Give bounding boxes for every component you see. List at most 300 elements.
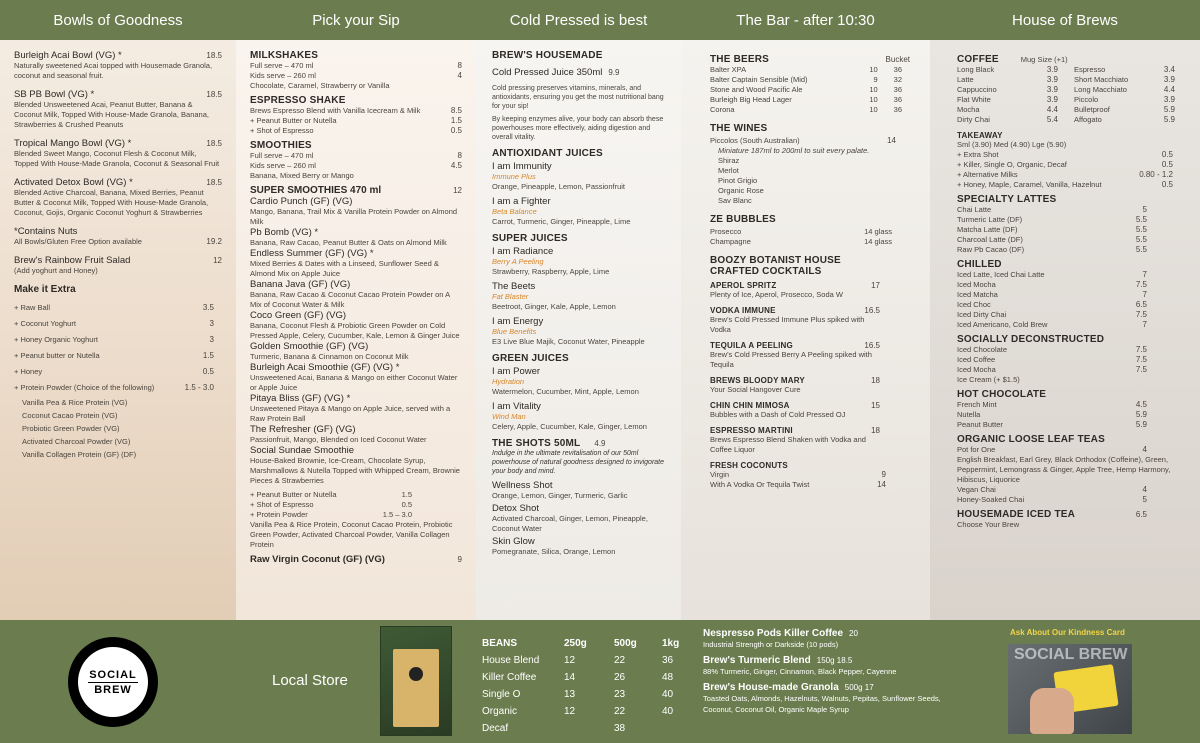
item-price: 8 [457, 151, 462, 160]
juice-subtitle: Immune Plus [492, 172, 536, 181]
extra-name: + Protein Powder (Choice of the following) [14, 383, 155, 392]
cocktail-item [710, 341, 880, 370]
juice-name: I am a Fighter [492, 196, 551, 207]
addon-name: + Shot of Espresso [250, 500, 314, 509]
beans-cell: Organic [482, 706, 518, 717]
bowl-row [14, 50, 222, 61]
juice-subtitle: Hydration [492, 377, 525, 386]
item-name: Matcha Latte (DF) [957, 225, 1018, 234]
coffee-row [957, 105, 1058, 115]
specialty-row [957, 205, 1147, 215]
item-price: 0.5 [450, 126, 462, 135]
item-price: 5.5 [1135, 235, 1147, 244]
beans-cell: 23 [614, 689, 626, 700]
coconuts-list [710, 470, 916, 490]
smoothies-list [250, 151, 462, 171]
shop-item [703, 655, 943, 677]
cocktail-desc: Brew's Cold Pressed Immune Plus spiked with Vodka [710, 315, 865, 334]
extra-row [14, 348, 222, 364]
chilled-row [957, 300, 1147, 310]
super-smoothie-desc: Passionfruit, Mango, Blended on Iced Coconut Water [250, 435, 427, 444]
bowl-item [14, 177, 222, 218]
item-name: + Shot of Espresso [250, 126, 314, 135]
juice-subtitle: Beta Balance [492, 207, 537, 216]
cocktail-row [710, 281, 880, 290]
wine-item: Merlot [718, 166, 739, 175]
item-name: Iced Coffee [957, 355, 996, 364]
social-list [957, 345, 1147, 385]
item-name: Iced Choc [957, 300, 991, 309]
extra-row [14, 316, 222, 332]
juice-section-title: GREEN JUICES [492, 353, 569, 364]
takeaway-addon-row [957, 180, 1173, 190]
bowl-item [14, 255, 222, 276]
shop-products-list [703, 628, 943, 720]
beans-cell: 40 [662, 706, 674, 717]
coffee-row [957, 85, 1058, 95]
item-name: Peanut Butter [957, 420, 1003, 429]
bubbles-price: 14 glass [864, 237, 892, 246]
beans-cell: 48 [662, 672, 674, 683]
beans-row [482, 687, 692, 702]
beans-cell: 12 [564, 706, 576, 717]
super-smoothie-name: Banana Java (GF) (VG) [250, 279, 351, 290]
extra-name: + Honey [14, 367, 43, 376]
coffee-bag-image [380, 626, 452, 736]
item-name: Kids serve – 260 ml [250, 71, 316, 80]
espresso-addon-row [250, 126, 462, 136]
juice-section [492, 353, 667, 432]
juice-desc: Carrot, Turmeric, Ginger, Pineapple, Lime [492, 217, 631, 226]
social-row [957, 345, 1147, 355]
wine-item: Pinot Grigio [718, 176, 758, 185]
item-name: + Honey, Maple, Caramel, Vanilla, Hazelnut [957, 180, 1102, 189]
juice-desc: Beetroot, Ginger, Kale, Apple, Lemon [492, 302, 616, 311]
beans-cell: 22 [614, 655, 626, 666]
bowl-name: Activated Detox Bowl (VG) * [14, 177, 133, 188]
bowls-list [14, 50, 222, 276]
shop-item-desc: Toasted Oats, Almonds, Hazelnuts, Walnuts, Pepitas, Sunflower Seeds, Coconut, Coconut Oil, Organic Maple Syrup [703, 694, 941, 714]
item-name: Iced Mocha [957, 365, 996, 374]
addon-price: 1.5 – 3.0 [382, 510, 412, 519]
beers-title: THE BEERS [710, 54, 770, 65]
protein-item: Probiotic Green Powder (VG) [22, 424, 120, 433]
header-bar: The Bar - after 10:30 [736, 11, 875, 29]
bowl-name: Brew's Rainbow Fruit Salad [14, 255, 131, 266]
addon-price: 0.5 [401, 500, 412, 509]
super-smoothie-name: Social Sundae Smoothie [250, 445, 355, 456]
coconut-row [710, 470, 886, 480]
super-addons [250, 490, 462, 520]
coffee-row [957, 75, 1058, 85]
bubbles-name: Prosecco [710, 227, 742, 236]
chilled-row [957, 320, 1147, 330]
item-price: 5.9 [1135, 420, 1147, 429]
espresso-desc: Brews Espresso Blend with Vanilla Icecream & Milk [250, 106, 421, 115]
juice-item [492, 366, 667, 397]
sip-column [236, 40, 476, 620]
item-name: + Extra Shot [957, 150, 999, 159]
super-smoothie-name: Cardio Punch (GF) (VG) [250, 196, 353, 207]
juice-subtitle: Berry A Peeling [492, 257, 544, 266]
item-name: Ice Cream (+ $1.5) [957, 375, 1020, 384]
protein-item: Coconut Cacao Protein (VG) [22, 411, 118, 420]
logo-text-bottom: BREW [94, 683, 132, 696]
item-price: 7.5 [1135, 355, 1147, 364]
bowl-row [14, 226, 222, 237]
beans-cell: 22 [614, 706, 626, 717]
takeaway-addon-row [957, 150, 1173, 160]
shots-title: THE SHOTS 50ML [492, 438, 581, 449]
tea-pot: Pot for One [957, 445, 996, 454]
espresso-addon-row [250, 116, 462, 126]
super-smoothie-desc: Mixed Berries & Dates with a Linseed, Sunflower Seed & Almond Mix on Apple Juice [250, 259, 439, 278]
beans-cell: 26 [614, 672, 626, 683]
shop-item-name: Brew's House-made Granola 500g 17 [703, 682, 874, 693]
cocktail-desc: Brews Espresso Blend Shaken with Vodka and Coffee Liquor [710, 435, 866, 454]
takeaway-addons [957, 150, 1173, 190]
espresso-price: 8.5 [450, 106, 462, 115]
item-price: 4.4 [1046, 105, 1058, 114]
beans-cell: 14 [564, 672, 576, 683]
item-price: 5 [1142, 495, 1147, 504]
extra-price: 3.5 [202, 303, 214, 312]
extra-price: 3 [209, 335, 214, 344]
super-smoothie-name: Endless Summer (GF) (VG) * [250, 248, 374, 259]
smoothie-row [250, 161, 462, 171]
bowl-desc: Blended Sweet Mango, Coconut Flesh & Coconut Milk, Topped With House-Made Granola, Coconut & Seasonal Fruit [14, 149, 220, 168]
item-name: Latte [957, 75, 974, 84]
wine-item: Sav Blanc [718, 196, 752, 205]
housemade-title: BREW'S HOUSEMADE [492, 50, 603, 61]
bowl-price: 18.5 [206, 178, 222, 187]
item-price: 5.5 [1135, 225, 1147, 234]
item-price: 5 [1142, 205, 1147, 214]
beer-name: Balter XPA [710, 65, 747, 74]
item-price: 3.9 [1163, 75, 1175, 84]
juice-section [492, 148, 667, 227]
cocktail-desc: Plenty of Ice, Aperol, Prosecco, Soda W [710, 290, 843, 299]
item-price: 1.5 [450, 116, 462, 125]
super-smoothie-desc: Banana, Raw Cacao & Coconut Cacao Protein Powder on A Mix of Coconut Water & Milk [250, 290, 450, 309]
juice-desc: Celery, Apple, Cucumber, Kale, Ginger, Lemon [492, 422, 647, 431]
bubbles-price: 14 glass [864, 227, 892, 236]
local-store-label: Local Store [272, 672, 348, 689]
beans-header-cell: 500g [614, 638, 637, 649]
item-price: 5.5 [1135, 245, 1147, 254]
item-name: Chai Latte [957, 205, 992, 214]
bowl-price: 18.5 [206, 90, 222, 99]
super-smoothie-name: Pb Bomb (VG) * [250, 227, 319, 238]
item-name: Vegan Chai [957, 485, 996, 494]
item-name: Piccolo [1074, 95, 1099, 104]
item-price: 6.5 [1135, 300, 1147, 309]
bubbles-row [710, 237, 916, 247]
beer-prices [869, 105, 902, 115]
beans-cell [662, 721, 692, 736]
item-price: 0.80 - 1.2 [1139, 170, 1173, 179]
item-price: 4.5 [450, 161, 462, 170]
social-row [957, 375, 1147, 385]
tea-more-list [957, 485, 1147, 505]
shot-name: Detox Shot [492, 503, 539, 514]
item-price: 3.9 [1163, 95, 1175, 104]
shop-item-desc: 88% Turmeric, Ginger, Cinnamon, Black Pepper, Cayenne [703, 667, 897, 676]
item-price: 8 [457, 61, 462, 70]
juice-name: Cold Pressed Juice 350ml [492, 67, 603, 78]
cocktail-price: 15 [871, 401, 880, 410]
shop-item-name: Nespresso Pods Killer Coffee 20 [703, 628, 858, 639]
item-name: Kids serve – 260 ml [250, 161, 316, 170]
item-name: Iced Americano, Cold Brew [957, 320, 1048, 329]
bowl-item [14, 138, 222, 169]
juice-desc: Orange, Pineapple, Lemon, Passionfruit [492, 182, 625, 191]
beer-name: Corona [710, 105, 735, 114]
shop-item-desc: Industrial Strength or Darkside (10 pods) [703, 640, 839, 649]
beer-bucket-price: 36 [893, 85, 902, 94]
item-name: + Peanut Butter or Nutella [250, 116, 337, 125]
takeaway-title: TAKEAWAY [957, 131, 1003, 140]
addon-name: + Protein Powder [250, 510, 308, 519]
shot-name: Wellness Shot [492, 480, 553, 491]
protein-item: Vanilla Pea & Rice Protein (VG) [22, 398, 128, 407]
cocktail-name: CHIN CHIN MIMOSA [710, 401, 790, 410]
beer-price: 10 [869, 105, 878, 114]
coffee-row [957, 65, 1058, 75]
shot-desc: Pomegranate, Silica, Orange, Lemon [492, 547, 616, 556]
coconut-price: 14 [877, 480, 886, 489]
bowl-price: 18.5 [206, 139, 222, 148]
beans-cell: Decaf [482, 723, 509, 734]
extra-row [14, 364, 222, 380]
extra-price: 3 [209, 319, 214, 328]
beans-price-table [480, 634, 694, 738]
cocktail-name: BREWS BLOODY MARY [710, 376, 805, 385]
item-name: Bulletproof [1074, 105, 1110, 114]
coffee-row [1074, 85, 1175, 95]
super-title: SUPER SMOOTHIES 470 ml [250, 185, 382, 196]
juice-intro-1: Cold pressing preserves vitamins, minerals, and antioxidants, ensuring you get the most nutritional bang for your sip! [492, 85, 664, 110]
shop-item [703, 628, 943, 650]
extra-row [14, 332, 222, 348]
super-addon-row [250, 510, 462, 520]
hot-chocolate-row [957, 410, 1147, 420]
bowl-desc-price: 19.2 [206, 237, 222, 246]
cocktail-item [710, 401, 880, 420]
bowl-desc: (Add yoghurt and Honey) [14, 266, 98, 275]
item-name: Long Macchiato [1074, 85, 1127, 94]
super-smoothie-desc: Banana, Raw Cacao, Peanut Butter & Oats on Almond Milk [250, 238, 447, 247]
beans-row [482, 721, 692, 736]
juice-desc: Strawberry, Raspberry, Apple, Lime [492, 267, 610, 276]
coconut-price: 9 [881, 470, 886, 479]
social-brew-logo [68, 637, 158, 727]
super-smoothie-desc: Mango, Banana, Trail Mix & Vanilla Protein Powder on Almond Milk [250, 207, 458, 226]
header-brews: House of Brews [1012, 11, 1118, 29]
item-name: Iced Matcha [957, 290, 998, 299]
bucket-label: Bucket [885, 55, 910, 64]
beer-prices [869, 95, 902, 105]
tea-row [957, 485, 1147, 495]
coffee-title: COFFEE [957, 54, 999, 65]
extra-row [14, 380, 222, 396]
item-price: 7 [1142, 290, 1147, 299]
bowl-desc: Blended Unsweetened Acai, Peanut Butter, Banana & Coconut Milk, Topped With House-Made Granola, Banana, Strawberries & Crushed Peanuts [14, 100, 209, 129]
extras-list [14, 300, 222, 396]
brews-column [930, 40, 1200, 620]
item-price: 3.9 [1046, 85, 1058, 94]
bowl-desc: Naturally sweetened Acai topped with Housemade Granola, coconut and seasonal fruit. [14, 61, 213, 80]
item-price: 4.5 [1135, 400, 1147, 409]
bowl-item [14, 89, 222, 130]
bowl-item [14, 226, 222, 247]
wine-item: Shiraz [718, 156, 740, 165]
cocktail-row [710, 376, 880, 385]
item-name: Iced Latte, Iced Chai Latte [957, 270, 1045, 279]
super-smoothie-name: The Refresher (GF) (VG) [250, 424, 356, 435]
coffee-row [1074, 95, 1175, 105]
milkshakes-title: MILKSHAKES [250, 50, 319, 61]
item-price: 5.5 [1135, 215, 1147, 224]
item-price: 7.5 [1135, 280, 1147, 289]
super-smoothie-desc: Unsweetened Acai, Banana & Mango on either Coconut Water or Apple Juice [250, 373, 458, 392]
cocktail-item [710, 281, 880, 300]
bowl-desc-row [14, 237, 222, 247]
raw-coconut-price: 9 [457, 555, 462, 564]
shop-item-price: 500g 17 [844, 683, 874, 692]
beer-row [710, 65, 916, 75]
chilled-title: CHILLED [957, 259, 1002, 270]
espresso-addons [250, 116, 462, 136]
extra-name: + Honey Organic Yoghurt [14, 335, 99, 344]
social-row [957, 365, 1147, 375]
header-sip: Pick your Sip [312, 11, 400, 29]
kindness-photo-sign: SOCIAL BREW [1014, 646, 1128, 663]
item-name: Iced Dirty Chai [957, 310, 1007, 319]
coconut-name: Virgin [710, 470, 730, 479]
item-name: Long Black [957, 65, 995, 74]
cocktail-item [710, 376, 880, 395]
beer-prices [873, 75, 902, 85]
milkshake-row [250, 71, 462, 81]
item-name: French Mint [957, 400, 997, 409]
tea-price: 4 [1142, 445, 1147, 454]
shop-item [703, 682, 943, 715]
juice-desc: Watermelon, Cucumber, Mint, Apple, Lemon [492, 387, 639, 396]
cocktail-price: 16.5 [864, 306, 880, 315]
tea-title: ORGANIC LOOSE LEAF TEAS [957, 434, 1105, 445]
item-price: 3.4 [1163, 65, 1175, 74]
bubbles-name: Champagne [710, 237, 751, 246]
item-name: + Alternative Milks [957, 170, 1018, 179]
coffee-row [1074, 115, 1175, 125]
super-smoothies-list [250, 196, 462, 486]
extra-row [14, 300, 222, 316]
bowl-name: SB PB Bowl (VG) * [14, 89, 95, 100]
juice-item [492, 401, 667, 432]
social-row [957, 355, 1147, 365]
cocktail-item [710, 306, 880, 335]
bowl-row [14, 138, 222, 149]
chilled-row [957, 310, 1147, 320]
beer-row [710, 95, 916, 105]
beans-cell: House Blend [482, 655, 540, 666]
bowl-row [14, 255, 222, 266]
beer-name: Balter Captain Sensible (Mid) [710, 75, 808, 84]
protein-item: Vanilla Collagen Protein (GF) (DF) [22, 450, 137, 459]
super-price: 12 [453, 186, 462, 195]
smoothies-title: SMOOTHIES [250, 140, 312, 151]
item-price: 4.4 [1163, 85, 1175, 94]
specialty-row [957, 235, 1147, 245]
coffee-row [1074, 105, 1175, 115]
extra-price: 1.5 - 3.0 [184, 383, 214, 392]
iced-tea-price: 6.5 [1135, 510, 1147, 519]
coffee-row [957, 115, 1058, 125]
juice-item [492, 281, 667, 312]
chilled-row [957, 280, 1147, 290]
beer-name: Burleigh Big Head Lager [710, 95, 792, 104]
coffee-list-right [1074, 65, 1175, 125]
super-smoothie-name: Coco Green (GF) (VG) [250, 310, 347, 321]
coconut-row [710, 480, 886, 490]
protein-item: Activated Charcoal Powder (VG) [22, 437, 131, 446]
specialty-row [957, 215, 1147, 225]
super-smoothie-desc: Unsweetened Pitaya & Mango on Apple Juice, served with a Raw Protein Ball [250, 404, 451, 423]
specialty-list [957, 205, 1147, 255]
item-name: Full serve – 470 ml [250, 61, 314, 70]
item-price: 7 [1142, 270, 1147, 279]
shot-desc: Activated Charcoal, Ginger, Lemon, Pineapple, Coconut Water [492, 514, 648, 533]
item-name: Cappuccino [957, 85, 997, 94]
item-price: 5.9 [1163, 115, 1175, 124]
cocktails-title: BOOZY BOTANIST HOUSE CRAFTED COCKTAILS [710, 255, 841, 277]
bowl-price: 12 [213, 256, 222, 265]
specialty-row [957, 225, 1147, 235]
extra-name: + Raw Ball [14, 303, 51, 312]
super-smoothie-name: Golden Smoothie (GF) (VG) [250, 341, 369, 352]
tea-row [957, 495, 1147, 505]
item-name: Affogato [1074, 115, 1102, 124]
item-name: + Killer, Single O, Organic, Decaf [957, 160, 1067, 169]
beer-bucket-price: 36 [893, 105, 902, 114]
beans-cell: Single O [482, 689, 521, 700]
item-name: Mocha [957, 105, 980, 114]
beans-cell: 38 [614, 723, 626, 734]
bowl-item [14, 50, 222, 81]
beans-cell: 40 [662, 689, 674, 700]
bowl-name: Tropical Mango Bowl (VG) * [14, 138, 132, 149]
addon-price: 1.5 [401, 490, 412, 499]
cold-column [476, 40, 681, 620]
hot-chocolate-row [957, 400, 1147, 410]
bowl-desc: Blended Active Charcoal, Banana, Mixed Berries, Peanut Butter & Coconut Milk, Topped With House-Made Granola, Coconut, Gojis, Organic Coconut Yoghurt & Strawberries [14, 188, 209, 217]
bowl-name: *Contains Nuts [14, 226, 78, 237]
cocktail-name: APEROL SPRITZ [710, 281, 777, 290]
hot-title: HOT CHOCOLATE [957, 389, 1047, 400]
beer-price: 10 [869, 65, 878, 74]
beans-header-row [482, 636, 692, 651]
cocktails-list [710, 281, 916, 455]
milkshake-row [250, 61, 462, 71]
item-price: 3.9 [1046, 95, 1058, 104]
beans-header-cell: 1kg [662, 638, 680, 649]
beans-row [482, 704, 692, 719]
beer-prices [869, 65, 902, 75]
addon-name: + Peanut Butter or Nutella [250, 490, 337, 499]
cocktail-desc: Your Social Hangover Cure [710, 385, 801, 394]
beer-price: 10 [869, 95, 878, 104]
